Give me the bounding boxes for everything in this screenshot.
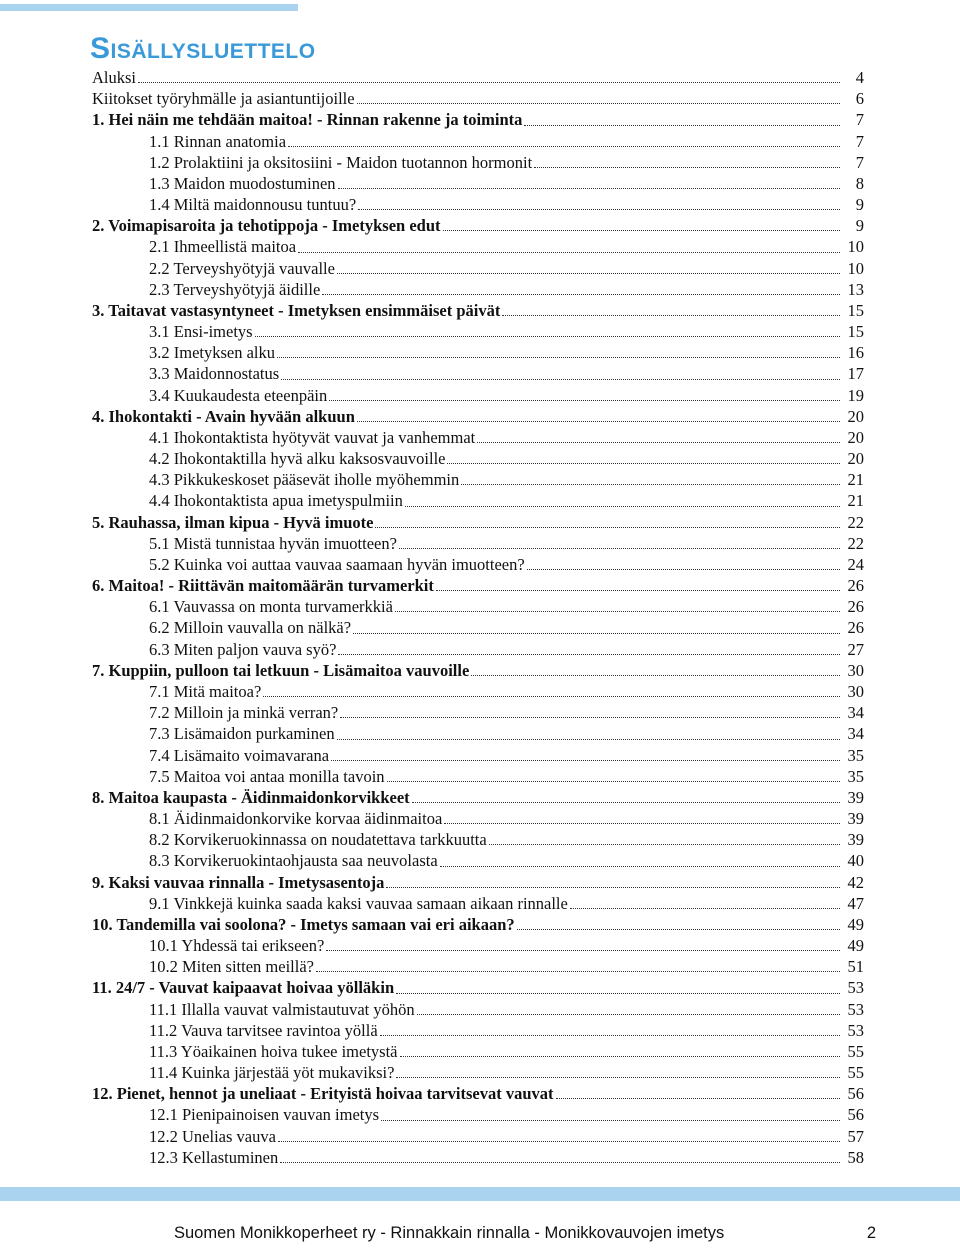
- toc-entry-label: 9. Kaksi vauvaa rinnalla - Imetysasentoja: [92, 872, 385, 892]
- toc-entry-label: 7.1 Mitä maitoa?: [149, 681, 262, 701]
- toc-dot-leader: [396, 977, 840, 998]
- toc-entry-page: 15: [847, 322, 864, 342]
- toc-entry-label: 11. 24/7 - Vauvat kaipaavat hoivaa yölläkin: [92, 978, 395, 998]
- toc-entry[interactable]: [92, 681, 864, 702]
- top-accent-bar: [0, 4, 298, 11]
- table-of-contents: [92, 67, 864, 1168]
- toc-entry-page: 22: [847, 512, 864, 532]
- toc-entry-page: 26: [847, 618, 864, 638]
- toc-dot-leader: [357, 406, 840, 427]
- toc-entry-label: 12.3 Kellastuminen: [149, 1147, 279, 1167]
- toc-entry[interactable]: [92, 342, 864, 363]
- toc-entry-page: 7: [855, 131, 864, 151]
- toc-entry-page: 49: [847, 914, 864, 934]
- toc-entry[interactable]: [92, 1062, 864, 1083]
- toc-entry-page: 49: [847, 936, 864, 956]
- toc-entry[interactable]: [92, 893, 864, 914]
- toc-entry[interactable]: [92, 236, 864, 257]
- toc-entry-page: 34: [847, 724, 864, 744]
- toc-entry[interactable]: [92, 173, 864, 194]
- toc-dot-leader: [288, 131, 840, 152]
- toc-dot-leader: [381, 1104, 840, 1125]
- toc-entry-page: 20: [847, 427, 864, 447]
- toc-entry-page: 42: [847, 872, 864, 892]
- toc-entry-label: 1.3 Maidon muodostuminen: [149, 173, 336, 193]
- toc-entry[interactable]: [92, 766, 864, 787]
- toc-entry[interactable]: [92, 131, 864, 152]
- toc-dot-leader: [436, 575, 840, 596]
- toc-entry[interactable]: [92, 385, 864, 406]
- toc-entry-label: 2. Voimapisaroita ja tehotippoja - Imetyksen edut: [92, 216, 441, 236]
- toc-dot-leader: [326, 935, 840, 956]
- toc-entry-page: 58: [847, 1147, 864, 1167]
- toc-entry-page: 21: [847, 470, 864, 490]
- toc-entry-page: 30: [847, 681, 864, 701]
- toc-entry-label: 1.2 Prolaktiini ja oksitosiini - Maidon tuotannon hormonit: [149, 152, 533, 172]
- toc-entry-label: 5.2 Kuinka voi auttaa vauvaa saamaan hyvän imuotteen?: [149, 554, 525, 574]
- toc-entry[interactable]: [92, 956, 864, 977]
- toc-entry-page: 40: [847, 851, 864, 871]
- toc-entry-label: 8.1 Äidinmaidonkorvike korvaa äidinmaitoa: [149, 809, 443, 829]
- toc-dot-leader: [399, 533, 840, 554]
- toc-dot-leader: [278, 1126, 840, 1147]
- toc-entry-label: 4.4 Ihokontaktista apua imetyspulmiin: [149, 491, 403, 511]
- toc-entry-page: 35: [847, 745, 864, 765]
- toc-dot-leader: [556, 1083, 840, 1104]
- toc-dot-leader: [386, 872, 840, 893]
- toc-entry[interactable]: [92, 829, 864, 850]
- toc-entry-label: Aluksi: [92, 68, 137, 87]
- toc-dot-leader: [263, 681, 840, 702]
- toc-dot-leader: [138, 67, 840, 88]
- toc-entry[interactable]: [92, 215, 864, 236]
- toc-entry-page: 20: [847, 449, 864, 469]
- toc-entry-label: 1.4 Miltä maidonnousu tuntuu?: [149, 195, 357, 215]
- toc-entry[interactable]: [92, 660, 864, 681]
- toc-entry-label: 3.2 Imetyksen alku: [149, 343, 276, 363]
- toc-entry-page: 39: [847, 830, 864, 850]
- toc-dot-leader: [255, 321, 840, 342]
- toc-dot-leader: [395, 596, 840, 617]
- toc-entry[interactable]: [92, 1147, 864, 1168]
- toc-entry-page: 24: [847, 554, 864, 574]
- toc-entry-page: 53: [847, 1020, 864, 1040]
- toc-entry-page: 26: [847, 576, 864, 596]
- toc-entry[interactable]: [92, 448, 864, 469]
- toc-entry-label: 6.2 Milloin vauvalla on nälkä?: [149, 618, 352, 638]
- toc-entry[interactable]: [92, 88, 864, 109]
- toc-dot-leader: [524, 109, 840, 130]
- toc-entry-label: 12.2 Unelias vauva: [149, 1126, 276, 1146]
- toc-entry-page: 56: [847, 1105, 864, 1125]
- toc-dot-leader: [517, 914, 840, 935]
- toc-entry[interactable]: [92, 152, 864, 173]
- bottom-accent-bar: [0, 1187, 960, 1201]
- toc-entry-label: 11.1 Illalla vauvat valmistautuvat yöhön: [149, 999, 415, 1019]
- toc-entry-page: 16: [847, 343, 864, 363]
- toc-entry-page: 9: [855, 195, 864, 215]
- toc-entry-label: 4.2 Ihokontaktilla hyvä alku kaksosvauvoille: [149, 449, 446, 469]
- toc-entry-page: 21: [847, 491, 864, 511]
- toc-entry[interactable]: [92, 787, 864, 808]
- toc-entry-label: 1.1 Rinnan anatomia: [149, 131, 287, 151]
- toc-dot-leader: [489, 829, 840, 850]
- toc-entry[interactable]: [92, 300, 864, 321]
- toc-entry[interactable]: [92, 1126, 864, 1147]
- toc-entry-label: 12.1 Pienipainoisen vauvan imetys: [149, 1105, 380, 1125]
- footer-text: Suomen Monikkoperheet ry - Rinnakkain rinnalla - Monikkovauvojen imetys: [174, 1224, 725, 1242]
- toc-entry-page: 34: [847, 703, 864, 723]
- toc-entry-label: 2.3 Terveyshyötyjä äidille: [149, 279, 321, 299]
- toc-entry-label: 5. Rauhassa, ilman kipua - Hyvä imuote: [92, 512, 374, 532]
- toc-entry[interactable]: [92, 194, 864, 215]
- toc-entry-page: 17: [847, 364, 864, 384]
- page-footer: [0, 1224, 960, 1250]
- toc-dot-leader: [447, 448, 840, 469]
- toc-entry-label: 4.1 Ihokontaktista hyötyvät vauvat ja vanhemmat: [149, 427, 476, 447]
- toc-entry-label: 4. Ihokontakti - Avain hyvään alkuun: [92, 406, 355, 426]
- toc-dot-leader: [322, 279, 840, 300]
- toc-dot-leader: [570, 893, 840, 914]
- toc-entry-label: 7.3 Lisämaidon purkaminen: [149, 724, 335, 744]
- toc-entry-label: 3.3 Maidonnostatus: [149, 364, 280, 384]
- toc-dot-leader: [331, 745, 840, 766]
- toc-entry-page: 7: [855, 110, 864, 130]
- toc-dot-leader: [412, 787, 840, 808]
- toc-dot-leader: [281, 363, 840, 384]
- toc-dot-leader: [329, 385, 840, 406]
- toc-entry-page: 26: [847, 597, 864, 617]
- toc-entry[interactable]: [92, 1041, 864, 1062]
- toc-entry-page: 10: [847, 237, 864, 257]
- toc-entry[interactable]: [92, 363, 864, 384]
- toc-entry[interactable]: [92, 1083, 864, 1104]
- toc-entry[interactable]: [92, 427, 864, 448]
- toc-entry-label: 4.3 Pikkukeskoset pääsevät iholle myöhemmin: [149, 470, 460, 490]
- toc-dot-leader: [400, 1041, 840, 1062]
- toc-entry-page: 10: [847, 258, 864, 278]
- toc-dot-leader: [338, 173, 840, 194]
- toc-dot-leader: [380, 1020, 840, 1041]
- toc-entry[interactable]: [92, 321, 864, 342]
- toc-entry[interactable]: [92, 533, 864, 554]
- page-title: Sisällysluettelo: [90, 32, 316, 65]
- toc-dot-leader: [387, 766, 840, 787]
- toc-entry-page: 56: [847, 1084, 864, 1104]
- toc-entry-page: 30: [847, 660, 864, 680]
- toc-dot-leader: [444, 808, 840, 829]
- toc-entry-page: 20: [847, 406, 864, 426]
- toc-entry-page: 53: [847, 999, 864, 1019]
- toc-dot-leader: [471, 660, 840, 681]
- toc-entry[interactable]: [92, 745, 864, 766]
- toc-dot-leader: [280, 1147, 840, 1168]
- toc-entry[interactable]: [92, 512, 864, 533]
- toc-entry-page: 39: [847, 787, 864, 807]
- toc-entry-label: 3. Taitavat vastasyntyneet - Imetyksen ensimmäiset päivät: [92, 300, 501, 320]
- toc-dot-leader: [477, 427, 840, 448]
- toc-entry-label: 6. Maitoa! - Riittävän maitomäärän turvamerkit: [92, 576, 434, 596]
- toc-entry[interactable]: [92, 596, 864, 617]
- toc-entry-page: 39: [847, 809, 864, 829]
- toc-entry-label: 3.4 Kuukaudesta eteenpäin: [149, 385, 328, 405]
- toc-entry-page: 57: [847, 1126, 864, 1146]
- toc-dot-leader: [337, 723, 840, 744]
- toc-dot-leader: [396, 1062, 840, 1083]
- toc-entry-label: 12. Pienet, hennot ja uneliaat - Erityistä hoivaa tarvitsevat vauvat: [92, 1084, 554, 1104]
- toc-entry-page: 51: [847, 957, 864, 977]
- toc-entry-page: 15: [847, 300, 864, 320]
- toc-entry[interactable]: [92, 1104, 864, 1125]
- toc-entry-label: 11.3 Yöaikainen hoiva tukee imetystä: [149, 1041, 398, 1061]
- toc-entry-label: 7.5 Maitoa voi antaa monilla tavoin: [149, 766, 385, 786]
- toc-entry[interactable]: [92, 999, 864, 1020]
- toc-entry-page: 35: [847, 766, 864, 786]
- toc-entry-page: 13: [847, 279, 864, 299]
- toc-dot-leader: [502, 300, 840, 321]
- toc-entry[interactable]: [92, 258, 864, 279]
- toc-entry-label: 8.3 Korvikeruokintaohjausta saa neuvolasta: [149, 851, 438, 871]
- toc-entry[interactable]: [92, 469, 864, 490]
- toc-entry-label: 5.1 Mistä tunnistaa hyvän imuotteen?: [149, 533, 397, 553]
- toc-entry-label: 10.2 Miten sitten meillä?: [149, 957, 314, 977]
- toc-entry[interactable]: [92, 808, 864, 829]
- toc-entry-label: 9.1 Vinkkejä kuinka saada kaksi vauvaa samaan aikaan rinnalle: [149, 893, 568, 913]
- toc-entry-label: Kiitokset työryhmälle ja asiantuntijoille: [92, 89, 355, 109]
- toc-dot-leader: [338, 639, 840, 660]
- toc-entry-label: 8. Maitoa kaupasta - Äidinmaidonkorvikkeet: [92, 787, 410, 807]
- toc-entry-label: 8.2 Korvikeruokinnassa on noudatettava tarkkuutta: [149, 830, 487, 850]
- toc-entry-page: 55: [847, 1041, 864, 1061]
- toc-entry-page: 6: [855, 89, 864, 109]
- toc-dot-leader: [527, 554, 840, 575]
- toc-dot-leader: [443, 215, 840, 236]
- toc-entry-page: 47: [847, 893, 864, 913]
- toc-entry-label: 2.2 Terveyshyötyjä vauvalle: [149, 258, 335, 278]
- toc-entry-label: 10.1 Yhdessä tai erikseen?: [149, 936, 325, 956]
- toc-entry[interactable]: [92, 850, 864, 871]
- toc-dot-leader: [337, 258, 840, 279]
- toc-entry[interactable]: [92, 977, 864, 998]
- toc-entry-label: 2.1 Ihmeellistä maitoa: [149, 237, 297, 257]
- toc-entry-page: 4: [855, 68, 864, 87]
- toc-entry-page: 22: [847, 533, 864, 553]
- toc-entry[interactable]: [92, 406, 864, 427]
- toc-entry-page: 9: [855, 216, 864, 236]
- toc-entry[interactable]: [92, 490, 864, 511]
- toc-entry-page: 55: [847, 1063, 864, 1083]
- toc-dot-leader: [340, 702, 840, 723]
- toc-entry-label: 7. Kuppiin, pulloon tai letkuun - Lisämaitoa vauvoille: [92, 660, 470, 680]
- toc-entry[interactable]: [92, 67, 864, 88]
- toc-entry[interactable]: [92, 279, 864, 300]
- toc-dot-leader: [316, 956, 840, 977]
- toc-entry[interactable]: [92, 639, 864, 660]
- toc-entry[interactable]: [92, 914, 864, 935]
- toc-dot-leader: [357, 88, 840, 109]
- toc-entry-page: 7: [855, 152, 864, 172]
- toc-entry[interactable]: [92, 872, 864, 893]
- toc-dot-leader: [534, 152, 840, 173]
- toc-entry-label: 6.1 Vauvassa on monta turvamerkkiä: [149, 597, 393, 617]
- toc-entry[interactable]: [92, 702, 864, 723]
- toc-dot-leader: [417, 999, 840, 1020]
- toc-dot-leader: [461, 469, 840, 490]
- toc-dot-leader: [353, 617, 840, 638]
- toc-entry-label: 7.2 Milloin ja minkä verran?: [149, 703, 339, 723]
- toc-entry-label: 11.4 Kuinka järjestää yöt mukaviksi?: [149, 1063, 395, 1083]
- toc-dot-leader: [277, 342, 840, 363]
- toc-entry-label: 3.1 Ensi-imetys: [149, 322, 253, 342]
- toc-entry[interactable]: [92, 554, 864, 575]
- toc-entry-label: 10. Tandemilla vai soolona? - Imetys samaan vai eri aikaan?: [92, 914, 515, 934]
- toc-entry-label: 7.4 Lisämaito voimavarana: [149, 745, 330, 765]
- toc-entry-page: 27: [847, 639, 864, 659]
- toc-entry-page: 19: [847, 385, 864, 405]
- toc-entry[interactable]: [92, 935, 864, 956]
- toc-dot-leader: [358, 194, 840, 215]
- toc-entry[interactable]: [92, 575, 864, 596]
- toc-dot-leader: [440, 850, 840, 871]
- footer-page-number: 2: [866, 1224, 876, 1242]
- toc-entry-label: 6.3 Miten paljon vauva syö?: [149, 639, 337, 659]
- toc-entry-page: 8: [855, 173, 864, 193]
- toc-dot-leader: [375, 512, 840, 533]
- toc-entry[interactable]: [92, 1020, 864, 1041]
- toc-entry-label: 11.2 Vauva tarvitsee ravintoa yöllä: [149, 1020, 378, 1040]
- toc-entry-page: 53: [847, 978, 864, 998]
- toc-entry-label: 1. Hei näin me tehdään maitoa! - Rinnan rakenne ja toiminta: [92, 110, 523, 130]
- toc-entry[interactable]: [92, 617, 864, 638]
- toc-entry[interactable]: [92, 723, 864, 744]
- toc-entry[interactable]: [92, 109, 864, 130]
- toc-dot-leader: [405, 490, 840, 511]
- toc-dot-leader: [298, 236, 840, 257]
